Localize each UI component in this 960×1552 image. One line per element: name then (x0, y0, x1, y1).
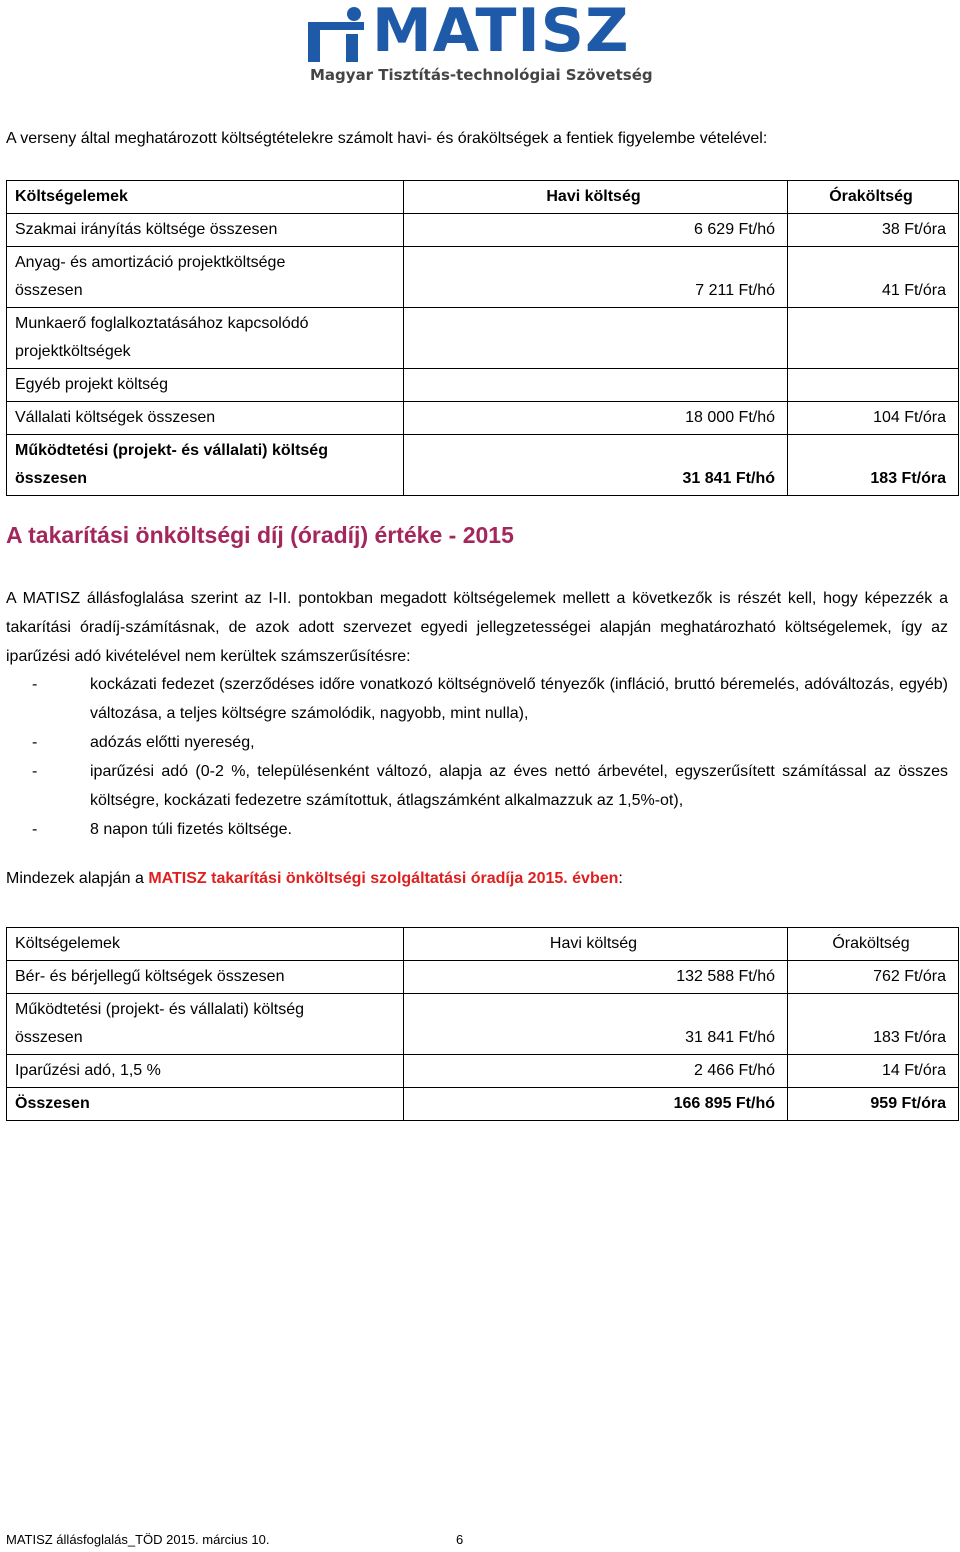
table-row (7, 402, 959, 435)
table-row-total (7, 1088, 959, 1121)
row-hourly: 762 Ft/óra (788, 961, 959, 994)
row-monthly: 31 841 Ft/hó (404, 435, 788, 496)
cost-table-2 (6, 927, 959, 1121)
row-label: Működtetési (projekt- és vállalati) költség összesen (7, 994, 404, 1055)
row-label: Összesen (7, 1088, 404, 1121)
row-hourly: 183 Ft/óra (788, 435, 959, 496)
row-label: Szakmai irányítás költsége összesen (7, 214, 404, 247)
list-item: - 8 napon túli fizetés költsége. (32, 821, 292, 838)
row-hourly: 183 Ft/óra (788, 994, 959, 1055)
column-header-monthly: Havi költség (404, 181, 788, 214)
list-item: - iparűzési adó (0-2 %, településenként változó, alapja az éves nettó árbevétel, egyszerűsített számítással az összes költségre, kockázati fedezetre számítottuk, átlagszámként alkalmazzuk az 1,5%-ot), (32, 763, 948, 809)
summary-line: Mindezek alapján a MATISZ takarítási önköltségi szolgáltatási óradíja 2015. évben: (6, 870, 623, 887)
row-monthly: 132 588 Ft/hó (404, 961, 788, 994)
row-hourly: 38 Ft/óra (788, 214, 959, 247)
body-paragraph: A MATISZ állásfoglalása szerint az I-II. pontokban megadott költségelemek mellett a következők is részét kell, hogy képezzék a takarítási óradíj-számításnak, de azok adott szervezet egyedi jellegzetességei alapján meghatározható költségelemek, így az iparűzési adó kivételével nem kerültek számszerűsítésre: (6, 590, 948, 665)
table-row (7, 214, 959, 247)
table-row (7, 1055, 959, 1088)
row-label: Iparűzési adó, 1,5 % (7, 1055, 404, 1088)
column-header-cost-element: Költségelemek (7, 181, 404, 214)
table-row-total (7, 435, 959, 496)
row-monthly: 18 000 Ft/hó (404, 402, 788, 435)
row-label: Működtetési (projekt- és vállalati) költség összesen (7, 435, 404, 496)
table-row (7, 247, 959, 308)
list-item: - adózás előtti nyereség, (32, 734, 255, 751)
row-hourly: 104 Ft/óra (788, 402, 959, 435)
bullet-list (6, 670, 948, 844)
row-label: Egyéb projekt költség (7, 369, 404, 402)
row-hourly: 14 Ft/óra (788, 1055, 959, 1088)
row-label: Bér- és bérjellegű költségek összesen (7, 961, 404, 994)
column-header-hourly: Óraköltség (788, 928, 959, 961)
row-monthly: 166 895 Ft/hó (404, 1088, 788, 1121)
list-item: - kockázati fedezet (szerződéses időre vonatkozó költségnövelő tényezők (infláció, bruttó béremelés, adóváltozás, egyéb) változása, a teljes költségre számolódik, nagyobb, mint nulla), (32, 676, 948, 722)
logo-mark-icon (306, 6, 368, 64)
row-label: Anyag- és amortizáció projektköltsége összesen (7, 247, 404, 308)
page-footer (6, 1532, 464, 1547)
logo-wordmark: MATISZ (372, 0, 630, 66)
footer-text: MATISZ állásfoglalás_TÖD 2015. március 10. (6, 1532, 270, 1547)
column-header-hourly: Óraköltség (788, 181, 959, 214)
table-header-row (7, 928, 959, 961)
row-hourly: 41 Ft/óra (788, 247, 959, 308)
row-monthly: 6 629 Ft/hó (404, 214, 788, 247)
table-header-row (7, 181, 959, 214)
row-monthly: 31 841 Ft/hó (404, 994, 788, 1055)
row-hourly (788, 308, 959, 369)
row-monthly (404, 369, 788, 402)
table-row (7, 308, 959, 369)
cost-table-1 (6, 180, 959, 496)
summary-highlight: MATISZ takarítási önköltségi szolgáltatási óradíja 2015. évben (148, 870, 619, 887)
logo-subtitle: Magyar Tisztítás-technológiai Szövetség (310, 66, 653, 84)
row-label: Munkaerő foglalkoztatásához kapcsolódó projektköltségek (7, 308, 404, 369)
table-row (7, 994, 959, 1055)
page-number: 6 (456, 1532, 464, 1547)
row-monthly: 7 211 Ft/hó (404, 247, 788, 308)
intro-text: A verseny által meghatározott költségtételekre számolt havi- és óraköltségek a fentiek figyelembe vételével: (6, 130, 768, 147)
row-monthly (404, 308, 788, 369)
matisz-logo (306, 0, 653, 94)
section-title: A takarítási önköltségi díj (óradíj) értéke - 2015 (6, 522, 514, 548)
table-row (7, 369, 959, 402)
row-hourly: 959 Ft/óra (788, 1088, 959, 1121)
column-header-cost-element: Költségelemek (7, 928, 404, 961)
row-label: Vállalati költségek összesen (7, 402, 404, 435)
table-row (7, 961, 959, 994)
row-hourly (788, 369, 959, 402)
row-monthly: 2 466 Ft/hó (404, 1055, 788, 1088)
column-header-monthly: Havi költség (404, 928, 788, 961)
